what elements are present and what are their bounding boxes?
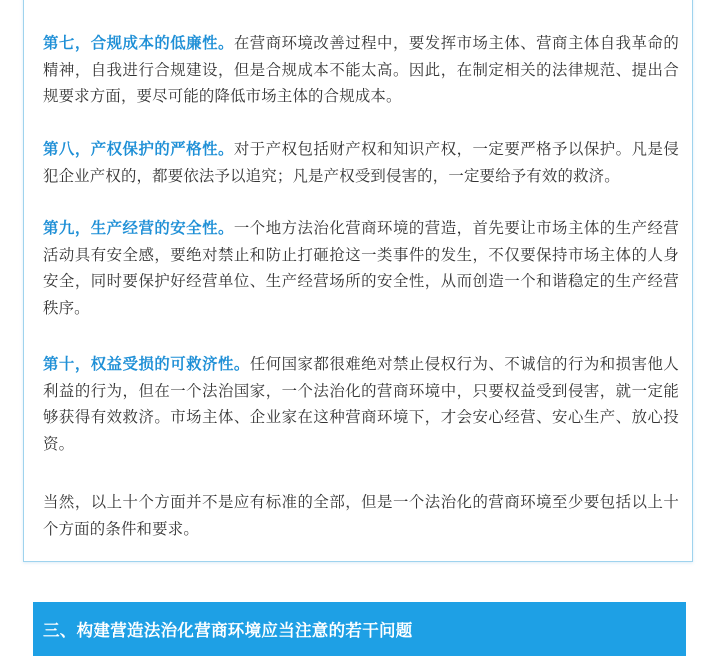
paragraph-heading: 第九，生产经营的安全性。 <box>43 219 234 237</box>
paragraph-body: 一个地方法治化营商环境的营造，首先要让市场主体的生产经营活动具有安全感，要绝对禁止和防止打砸抢这一类事件的发生，不仅要保持市场主体的人身安全，同时要保护好经营单位、生产经营场所的安全性，从而创造一个和谐稳定的生产经营秩序。 <box>43 219 679 317</box>
paragraph-body: 对于产权包括财产权和知识产权，一定要严格予以保护。凡是侵犯企业产权的，都要依法予以追究；凡是产权受到侵害的，一定要给予有效的救济。 <box>43 140 679 185</box>
paragraph-property-protection <box>43 136 679 189</box>
closing-paragraph: 当然，以上十个方面并不是应有标准的全部，但是一个法治化的营商环境至少要包括以上十个方面的条件和要求。 <box>43 493 679 538</box>
paragraph-compliance-cost <box>43 30 679 110</box>
paragraph-body: 任何国家都很难绝对禁止侵权行为、不诚信的行为和损害他人利益的行为，但在一个法治国家，一个法治化的营商环境中，只要权益受到侵害，就一定能够获得有效救济。市场主体、企业家在这种营商环境下，才会安心经营、安心生产、放心投资。 <box>43 355 679 453</box>
section-title: 三、构建营造法治化营商环境应当注意的若干问题 <box>43 621 413 640</box>
paragraph-heading: 第十，权益受损的可救济性。 <box>43 355 250 373</box>
section-header-bar <box>33 602 686 656</box>
paragraph-heading: 第八，产权保护的严格性。 <box>43 140 234 158</box>
paragraph-operation-safety <box>43 215 679 321</box>
paragraph-heading: 第七，合规成本的低廉性。 <box>43 34 234 52</box>
paragraph-remedy-availability <box>43 351 679 457</box>
paragraph-body: 在营商环境改善过程中，要发挥市场主体、营商主体自我革命的精神，自我进行合规建设，但是合规成本不能太高。因此，在制定相关的法律规范、提出合规要求方面，要尽可能的降低市场主体的合规成本。 <box>43 34 679 105</box>
